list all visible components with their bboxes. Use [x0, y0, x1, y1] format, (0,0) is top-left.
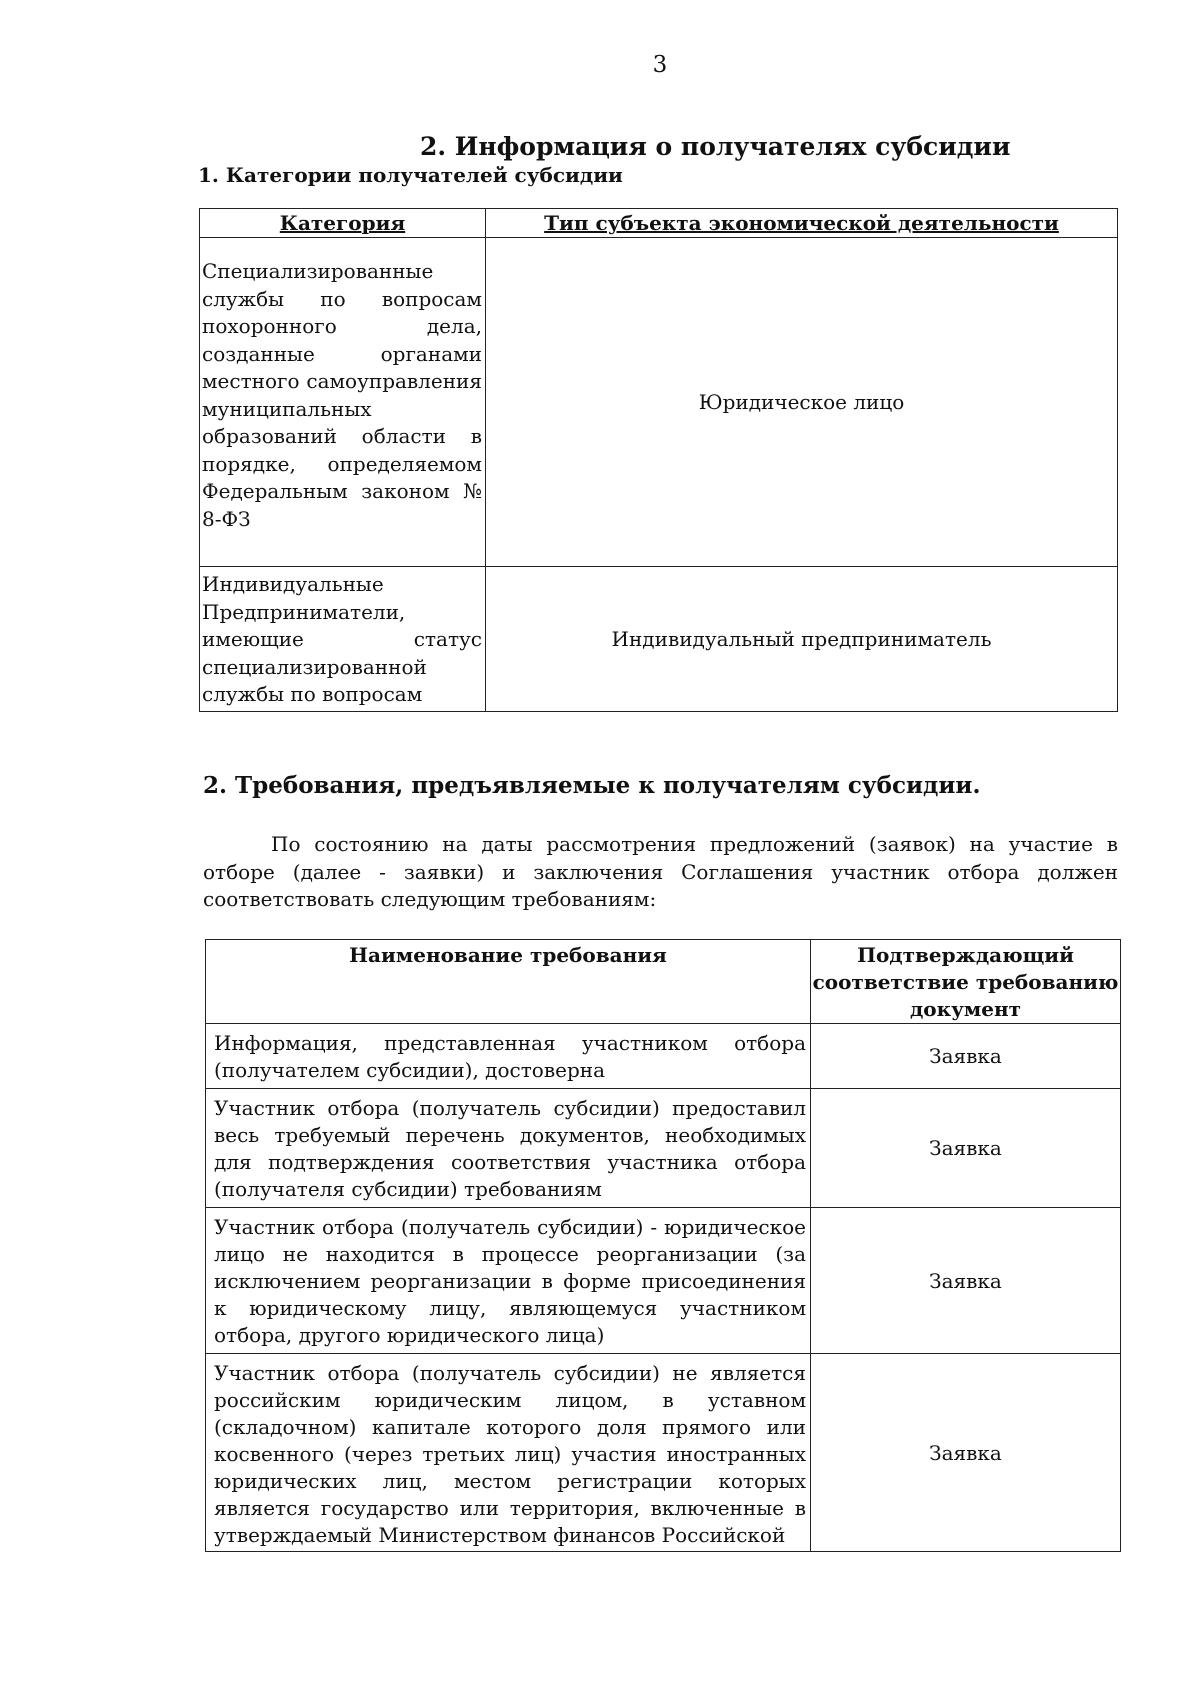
header-requirement-name: Наименование требования [206, 940, 811, 1024]
category-cell: Индивидуальные Предприниматели, имеющие статус специализированной службы по вопросам [200, 567, 486, 712]
table-row [206, 1024, 1121, 1089]
requirement-cell: Участник отбора (получатель субсидии) - юридическое лицо не находится в процессе реорганизации (за исключением реорганизации в форме присоединения к юридическому лицу, являющемуся участником отбора, другого юридического лица) [206, 1208, 811, 1354]
table-row [206, 1354, 1121, 1552]
page-number: 3 [652, 52, 668, 78]
categories-table [199, 208, 1118, 712]
document-cell: Заявка [811, 1089, 1121, 1208]
document-cell: Заявка [811, 1354, 1121, 1552]
requirements-table [205, 939, 1121, 1552]
requirements-title: 2. Требования, предъявляемые к получателям субсидии. [203, 772, 981, 799]
entity-type-cell: Индивидуальный предприниматель [486, 567, 1118, 712]
categories-header-row [200, 209, 1118, 238]
table-row [200, 238, 1118, 567]
requirement-cell: Участник отбора (получатель субсидии) не является российским юридическим лицом, в уставном (складочном) капитале которого доля прямого или косвенного (через третьих лиц) участия иностранных юридических лиц, местом регистрации которых является государство или территория, включенные в утверждаемый Министерством финансов Российской [206, 1354, 811, 1552]
header-category: Категория [200, 209, 486, 238]
section-title: 2. Информация о получателях субсидии [420, 132, 1011, 161]
header-entity-type: Тип субъекта экономической деятельности [486, 209, 1118, 238]
requirements-intro: По состоянию на даты рассмотрения предложений (заявок) на участие в отборе (далее - заявки) и заключения Соглашения участник отбора должен соответствовать следующим требованиям: [203, 832, 1118, 911]
table-row [206, 1089, 1121, 1208]
category-cell: Специализированные службы по вопросам похоронного дела, созданные органами местного самоуправления муниципальных образований области в порядке, определяемом Федеральным законом № 8-ФЗ [200, 238, 486, 567]
requirement-cell: Участник отбора (получатель субсидии) предоставил весь требуемый перечень документов, необходимых для подтверждения соответствия участника отбора (получателя субсидии) требованиям [206, 1089, 811, 1208]
entity-type-cell: Юридическое лицо [486, 238, 1118, 567]
requirement-cell: Информация, представленная участником отбора (получателем субсидии), достоверна [206, 1024, 811, 1089]
document-cell: Заявка [811, 1024, 1121, 1089]
document-cell: Заявка [811, 1208, 1121, 1354]
requirements-header-row [206, 940, 1121, 1024]
subsection-title: 1. Категории получателей субсидии [198, 163, 623, 187]
header-confirming-document: Подтверждающий соответствие требованию документ [811, 940, 1121, 1024]
table-row [200, 567, 1118, 712]
table-row [206, 1208, 1121, 1354]
